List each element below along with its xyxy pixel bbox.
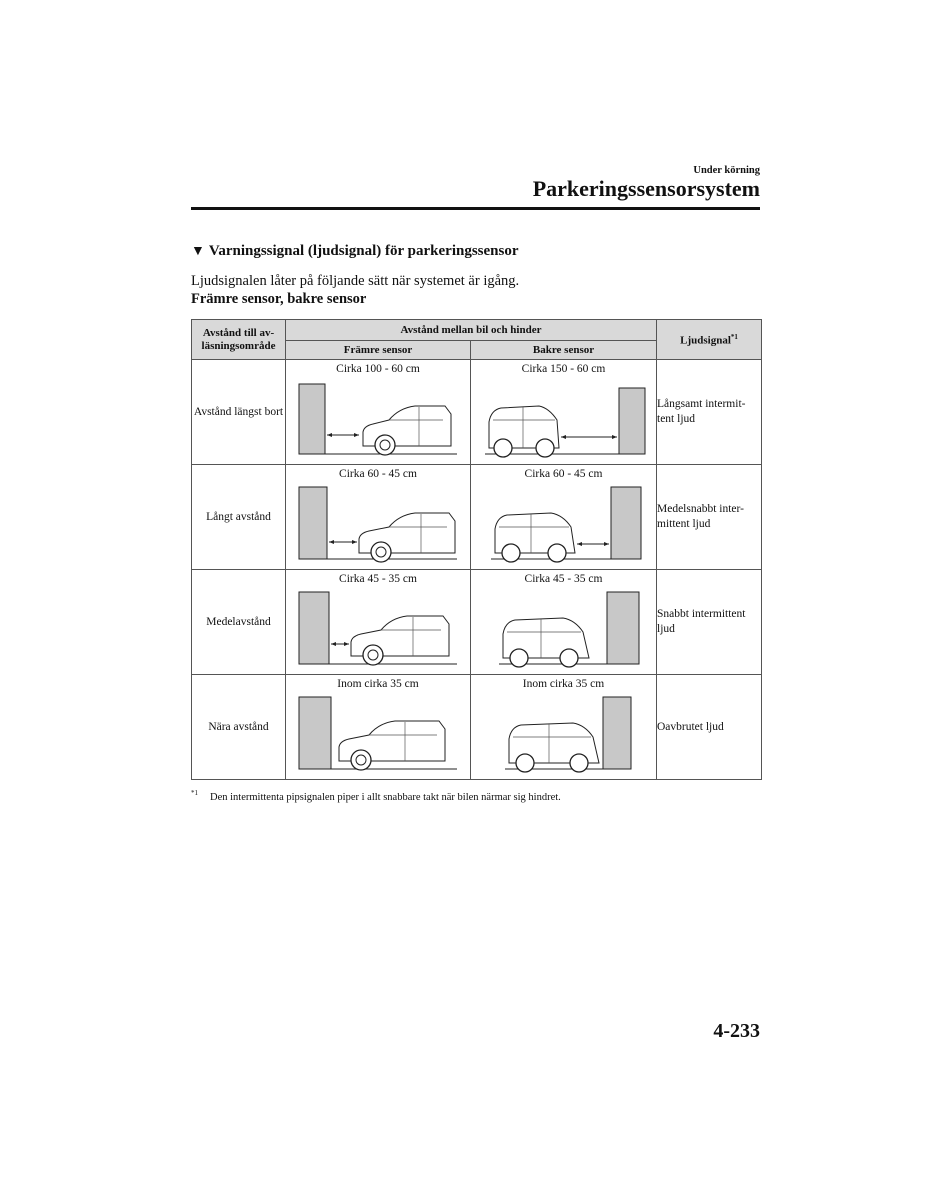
- rear-sensor-cell: [471, 360, 657, 465]
- footnote-ref: *1: [730, 333, 738, 342]
- row-area-label: Nära avstånd: [192, 675, 286, 780]
- signal-description: Snabbt intermittent ljud: [657, 570, 762, 675]
- signal-description: Oavbrutet ljud: [657, 675, 762, 780]
- table-row: [192, 360, 762, 465]
- header-signal: Ljudsignal$^{*1}$: [657, 320, 762, 360]
- table-row: [192, 465, 762, 570]
- rear-distance: Cirka 150 - 60 cm: [521, 363, 606, 375]
- rear-sensor-cell: [471, 465, 657, 570]
- row-area-label: Medelavstånd: [192, 570, 286, 675]
- footnote: [191, 789, 561, 803]
- row-area-label: Långt avstånd: [192, 465, 286, 570]
- front-sensor-cell: [286, 465, 471, 570]
- signal-description: Långsamt intermit-tent ljud: [657, 360, 762, 465]
- header-area: Avstånd till av-läsningsområde: [192, 320, 286, 360]
- title-rule: [191, 207, 760, 210]
- row-area-label: Avstånd längst bort: [192, 360, 286, 465]
- table-row: [192, 675, 762, 780]
- front-sensor-illustration: [293, 691, 463, 777]
- warning-signal-table: [191, 319, 762, 780]
- signal-description: Medelsnabbt inter-mittent ljud: [657, 465, 762, 570]
- intro-text: Ljudsignalen låter på följande sätt när systemet är igång.: [191, 273, 520, 289]
- header-rear-sensor: Bakre sensor: [471, 341, 657, 360]
- front-distance: Cirka 100 - 60 cm: [336, 363, 420, 375]
- footnote-text: Den intermittenta pipsignalen piper i allt snabbare takt när bilen närmar sig hindret.: [210, 791, 561, 803]
- rear-distance: Inom cirka 35 cm: [522, 678, 605, 690]
- section-label: Under körning: [693, 165, 760, 176]
- rear-sensor-illustration: [479, 691, 649, 777]
- subheading-text: Varningssignal (ljudsignal) för parkeringssensor: [208, 243, 519, 259]
- front-distance: Inom cirka 35 cm: [337, 678, 419, 690]
- front-sensor-cell: [286, 570, 471, 675]
- sensor-sublabel: Främre sensor, bakre sensor: [191, 291, 367, 307]
- subheading: [191, 243, 519, 260]
- rear-sensor-cell: [471, 675, 657, 780]
- rear-distance: Cirka 45 - 35 cm: [524, 573, 603, 585]
- rear-sensor-illustration: [479, 586, 649, 672]
- front-distance: Cirka 60 - 45 cm: [339, 468, 417, 480]
- rear-sensor-cell: [471, 570, 657, 675]
- rear-distance: Cirka 60 - 45 cm: [524, 468, 603, 480]
- front-sensor-cell: [286, 675, 471, 780]
- front-sensor-illustration: [293, 481, 463, 567]
- front-distance: Cirka 45 - 35 cm: [339, 573, 417, 585]
- page-number: 4-233: [713, 1020, 760, 1042]
- front-sensor-cell: [286, 360, 471, 465]
- footnote-mark: *1: [191, 789, 198, 797]
- table-row: [192, 570, 762, 675]
- rear-sensor-illustration: [479, 481, 649, 567]
- triangle-down-icon: ▼: [191, 244, 205, 259]
- page-title: Parkeringssensorsystem: [532, 176, 760, 201]
- header-front-sensor: Främre sensor: [286, 341, 471, 360]
- front-sensor-illustration: [293, 586, 463, 672]
- front-sensor-illustration: [293, 376, 463, 462]
- header-distance: Avstånd mellan bil och hinder: [286, 320, 657, 341]
- rear-sensor-illustration: [479, 376, 649, 462]
